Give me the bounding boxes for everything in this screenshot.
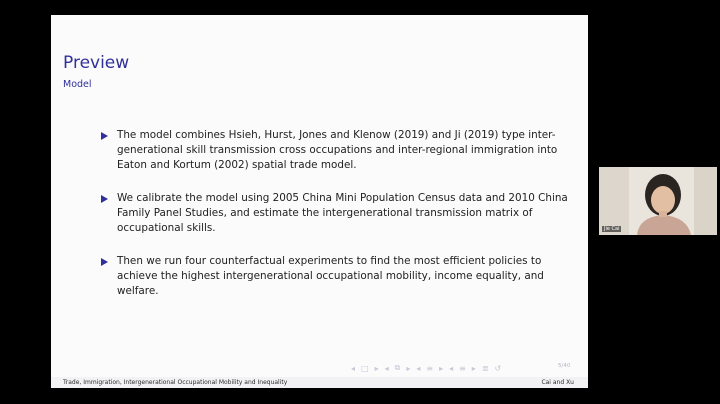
page-number: 5/40 bbox=[558, 363, 571, 369]
nav-page-icon[interactable]: ≡ bbox=[459, 363, 466, 373]
bullet-item bbox=[101, 254, 571, 299]
webcam-tile[interactable] bbox=[599, 167, 717, 235]
triangle-bullet-icon bbox=[101, 258, 108, 266]
footer-title: Trade, Immigration, Intergenerational Occupational Mobility and Inequality bbox=[63, 379, 288, 386]
nav-section-icon[interactable]: ≡ bbox=[426, 363, 434, 373]
bullet-text: We calibrate the model using 2005 China Mini Population Census data and 2010 China Family Panel Studies, and estimate the intergenerational transmission matrix of occupational skills. bbox=[117, 192, 568, 234]
beamer-navigation bbox=[351, 362, 501, 374]
participant-name-label: Jie Cai bbox=[604, 226, 620, 232]
triangle-bullet-icon bbox=[101, 195, 108, 203]
bullet-text: Then we run four counterfactual experiments to find the most efficient policies to achieve the highest intergenerational occupational mobility, income equality, and welfare. bbox=[117, 255, 544, 297]
bullet-list bbox=[101, 128, 571, 317]
nav-next-frame-icon[interactable]: ▸ bbox=[374, 363, 379, 373]
nav-next-subsection-icon[interactable]: ▸ bbox=[406, 363, 411, 373]
nav-align-icon[interactable]: ≣ bbox=[481, 363, 489, 373]
participant-video-icon bbox=[599, 167, 717, 235]
bullet-text: The model combines Hsieh, Hurst, Jones and Klenow (2019) and Ji (2019) type inter-generational skill transmission cross occupations and inter-regional immigration into Eaton and Kortum (2002) spatial trade model. bbox=[117, 129, 558, 171]
footer-authors: Cai and Xu bbox=[541, 379, 574, 386]
slide bbox=[51, 15, 588, 388]
nav-prev-page-icon[interactable]: ◂ bbox=[449, 363, 454, 373]
nav-search-icon[interactable]: ↺ bbox=[494, 363, 502, 373]
nav-next-section-icon[interactable]: ▸ bbox=[439, 363, 444, 373]
bullet-item bbox=[101, 191, 571, 236]
nav-subsection-icon[interactable]: ⧉ bbox=[394, 363, 401, 372]
slide-subtitle: Model bbox=[63, 79, 92, 90]
slide-footer bbox=[51, 377, 588, 388]
nav-prev-subsection-icon[interactable]: ◂ bbox=[384, 363, 389, 373]
bullet-item bbox=[101, 128, 571, 173]
triangle-bullet-icon bbox=[101, 132, 108, 140]
slide-title: Preview bbox=[63, 53, 130, 73]
nav-prev-section-icon[interactable]: ◂ bbox=[416, 363, 421, 373]
nav-prev-frame-icon[interactable]: ◂ bbox=[351, 363, 356, 373]
nav-next-page-icon[interactable]: ▸ bbox=[471, 363, 476, 373]
nav-frame-icon[interactable]: □ bbox=[361, 363, 369, 373]
